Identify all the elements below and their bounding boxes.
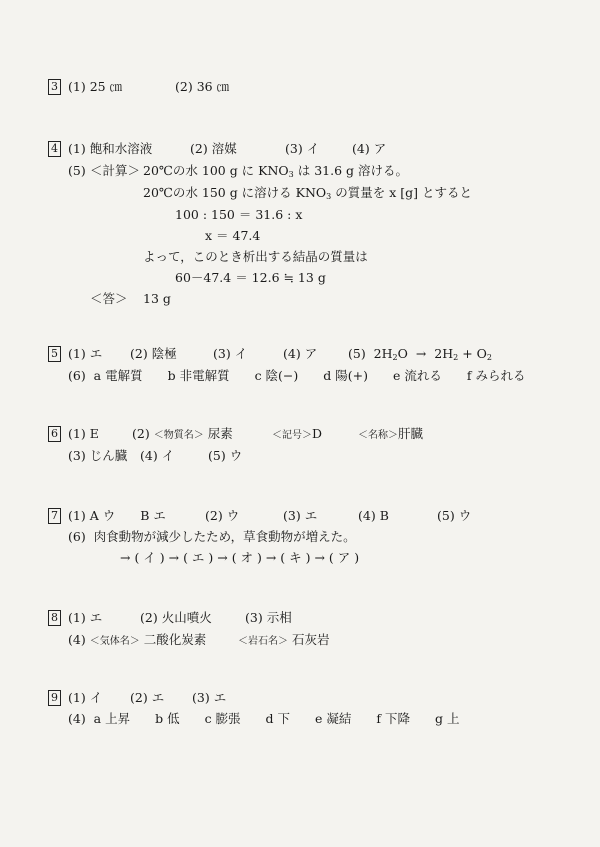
q6-answer-1: (1) E bbox=[68, 426, 99, 441]
q5-answer-1: (1) エ bbox=[68, 346, 103, 361]
q9-answer-3: (3) エ bbox=[192, 690, 227, 705]
q8-answer-4: (4) ＜気体名＞ 二酸化炭素 bbox=[68, 632, 207, 647]
q9-answer-2: (2) エ bbox=[130, 690, 165, 705]
q5-answer-5: (5) $2H_2O \to 2H_2 + O_2$ bbox=[348, 346, 493, 362]
question-number-7: 7 bbox=[48, 508, 61, 524]
q4-calc-line-1: 20℃の水 100 g に $KNO_3$ は 31.6 g 溶ける。 bbox=[143, 163, 408, 179]
q9-answer-1: (1) イ bbox=[68, 690, 103, 705]
q4-answer-label: ＜答＞ bbox=[90, 291, 128, 306]
question-number-4: 4 bbox=[48, 141, 61, 157]
q4-answer-3: (3) イ bbox=[285, 141, 320, 156]
q8-answer-2: (2) 火山噴火 bbox=[140, 610, 212, 625]
q4-calc-line-2: 20℃の水 150 g に溶ける $KNO_3$ の質量を x [g] とすると bbox=[143, 185, 472, 201]
q6-answer-5: (5) ウ bbox=[208, 448, 243, 463]
q7-answer-6: (6) 肉食動物が減少したため，草食動物が増えた。 bbox=[68, 529, 356, 544]
q5-answer-6: (6) a 電解質 b 非電解質 c 陰(−) d 陽(+) e 流れる f みられる bbox=[68, 368, 526, 383]
q4-calc-line-4: x ＝ 47.4 bbox=[205, 228, 261, 243]
q4-answer-2: (2) 溶媒 bbox=[190, 141, 237, 156]
q5-answer-2: (2) 陰極 bbox=[130, 346, 177, 361]
q3-answer-2: (2) 36 ㎝ bbox=[175, 79, 230, 94]
q4-calc-line-3: 100 : 150 ＝ 31.6 : x bbox=[175, 207, 303, 222]
q7-food-chain: → ( イ ) → ( エ ) → ( オ ) → ( キ ) → ( ア ) bbox=[120, 550, 360, 565]
q5-answer-4: (4) ア bbox=[283, 346, 318, 361]
question-number-6: 6 bbox=[48, 426, 61, 442]
q8-answer-4-rock: ＜岩石名＞ 石灰岩 bbox=[238, 632, 330, 647]
q6-answer-2: (2) ＜物質名＞ 尿素 bbox=[132, 426, 233, 441]
q4-answer-value: 13 g bbox=[143, 291, 171, 306]
question-number-8: 8 bbox=[48, 610, 61, 626]
q7-answer-4: (4) B bbox=[358, 508, 389, 523]
question-number-3: 3 bbox=[48, 79, 61, 95]
q3-answer-1: (1) 25 ㎝ bbox=[68, 79, 123, 94]
q4-answer-5-label: (5) bbox=[68, 163, 86, 178]
q6-answer-4: (4) イ bbox=[140, 448, 175, 463]
q4-calc-line-5: よって，このとき析出する結晶の質量は bbox=[143, 249, 368, 264]
question-number-9: 9 bbox=[48, 690, 61, 706]
q8-answer-3: (3) 示相 bbox=[245, 610, 292, 625]
q4-calc-label: ＜計算＞ bbox=[90, 163, 141, 178]
q7-answer-5: (5) ウ bbox=[437, 508, 472, 523]
q7-answer-2: (2) ウ bbox=[205, 508, 240, 523]
q7-answer-3: (3) エ bbox=[283, 508, 318, 523]
q6-answer-2-symbol: ＜記号＞D bbox=[272, 426, 323, 441]
q6-answer-2-name: ＜名称＞肝臓 bbox=[358, 426, 424, 441]
q6-answer-3: (3) じん臓 bbox=[68, 448, 128, 463]
q7-answer-1: (1) A ウ B エ bbox=[68, 508, 166, 523]
q8-answer-1: (1) エ bbox=[68, 610, 103, 625]
q4-calc-line-6: 60－47.4 ＝ 12.6 ≒ 13 g bbox=[175, 270, 326, 285]
question-number-5: 5 bbox=[48, 346, 61, 362]
q4-answer-1: (1) 飽和水溶液 bbox=[68, 141, 153, 156]
q4-answer-4: (4) ア bbox=[352, 141, 387, 156]
q9-answer-4: (4) a 上昇 b 低 c 膨張 d 下 e 凝結 f 下降 g 上 bbox=[68, 711, 460, 726]
q5-answer-3: (3) イ bbox=[213, 346, 248, 361]
